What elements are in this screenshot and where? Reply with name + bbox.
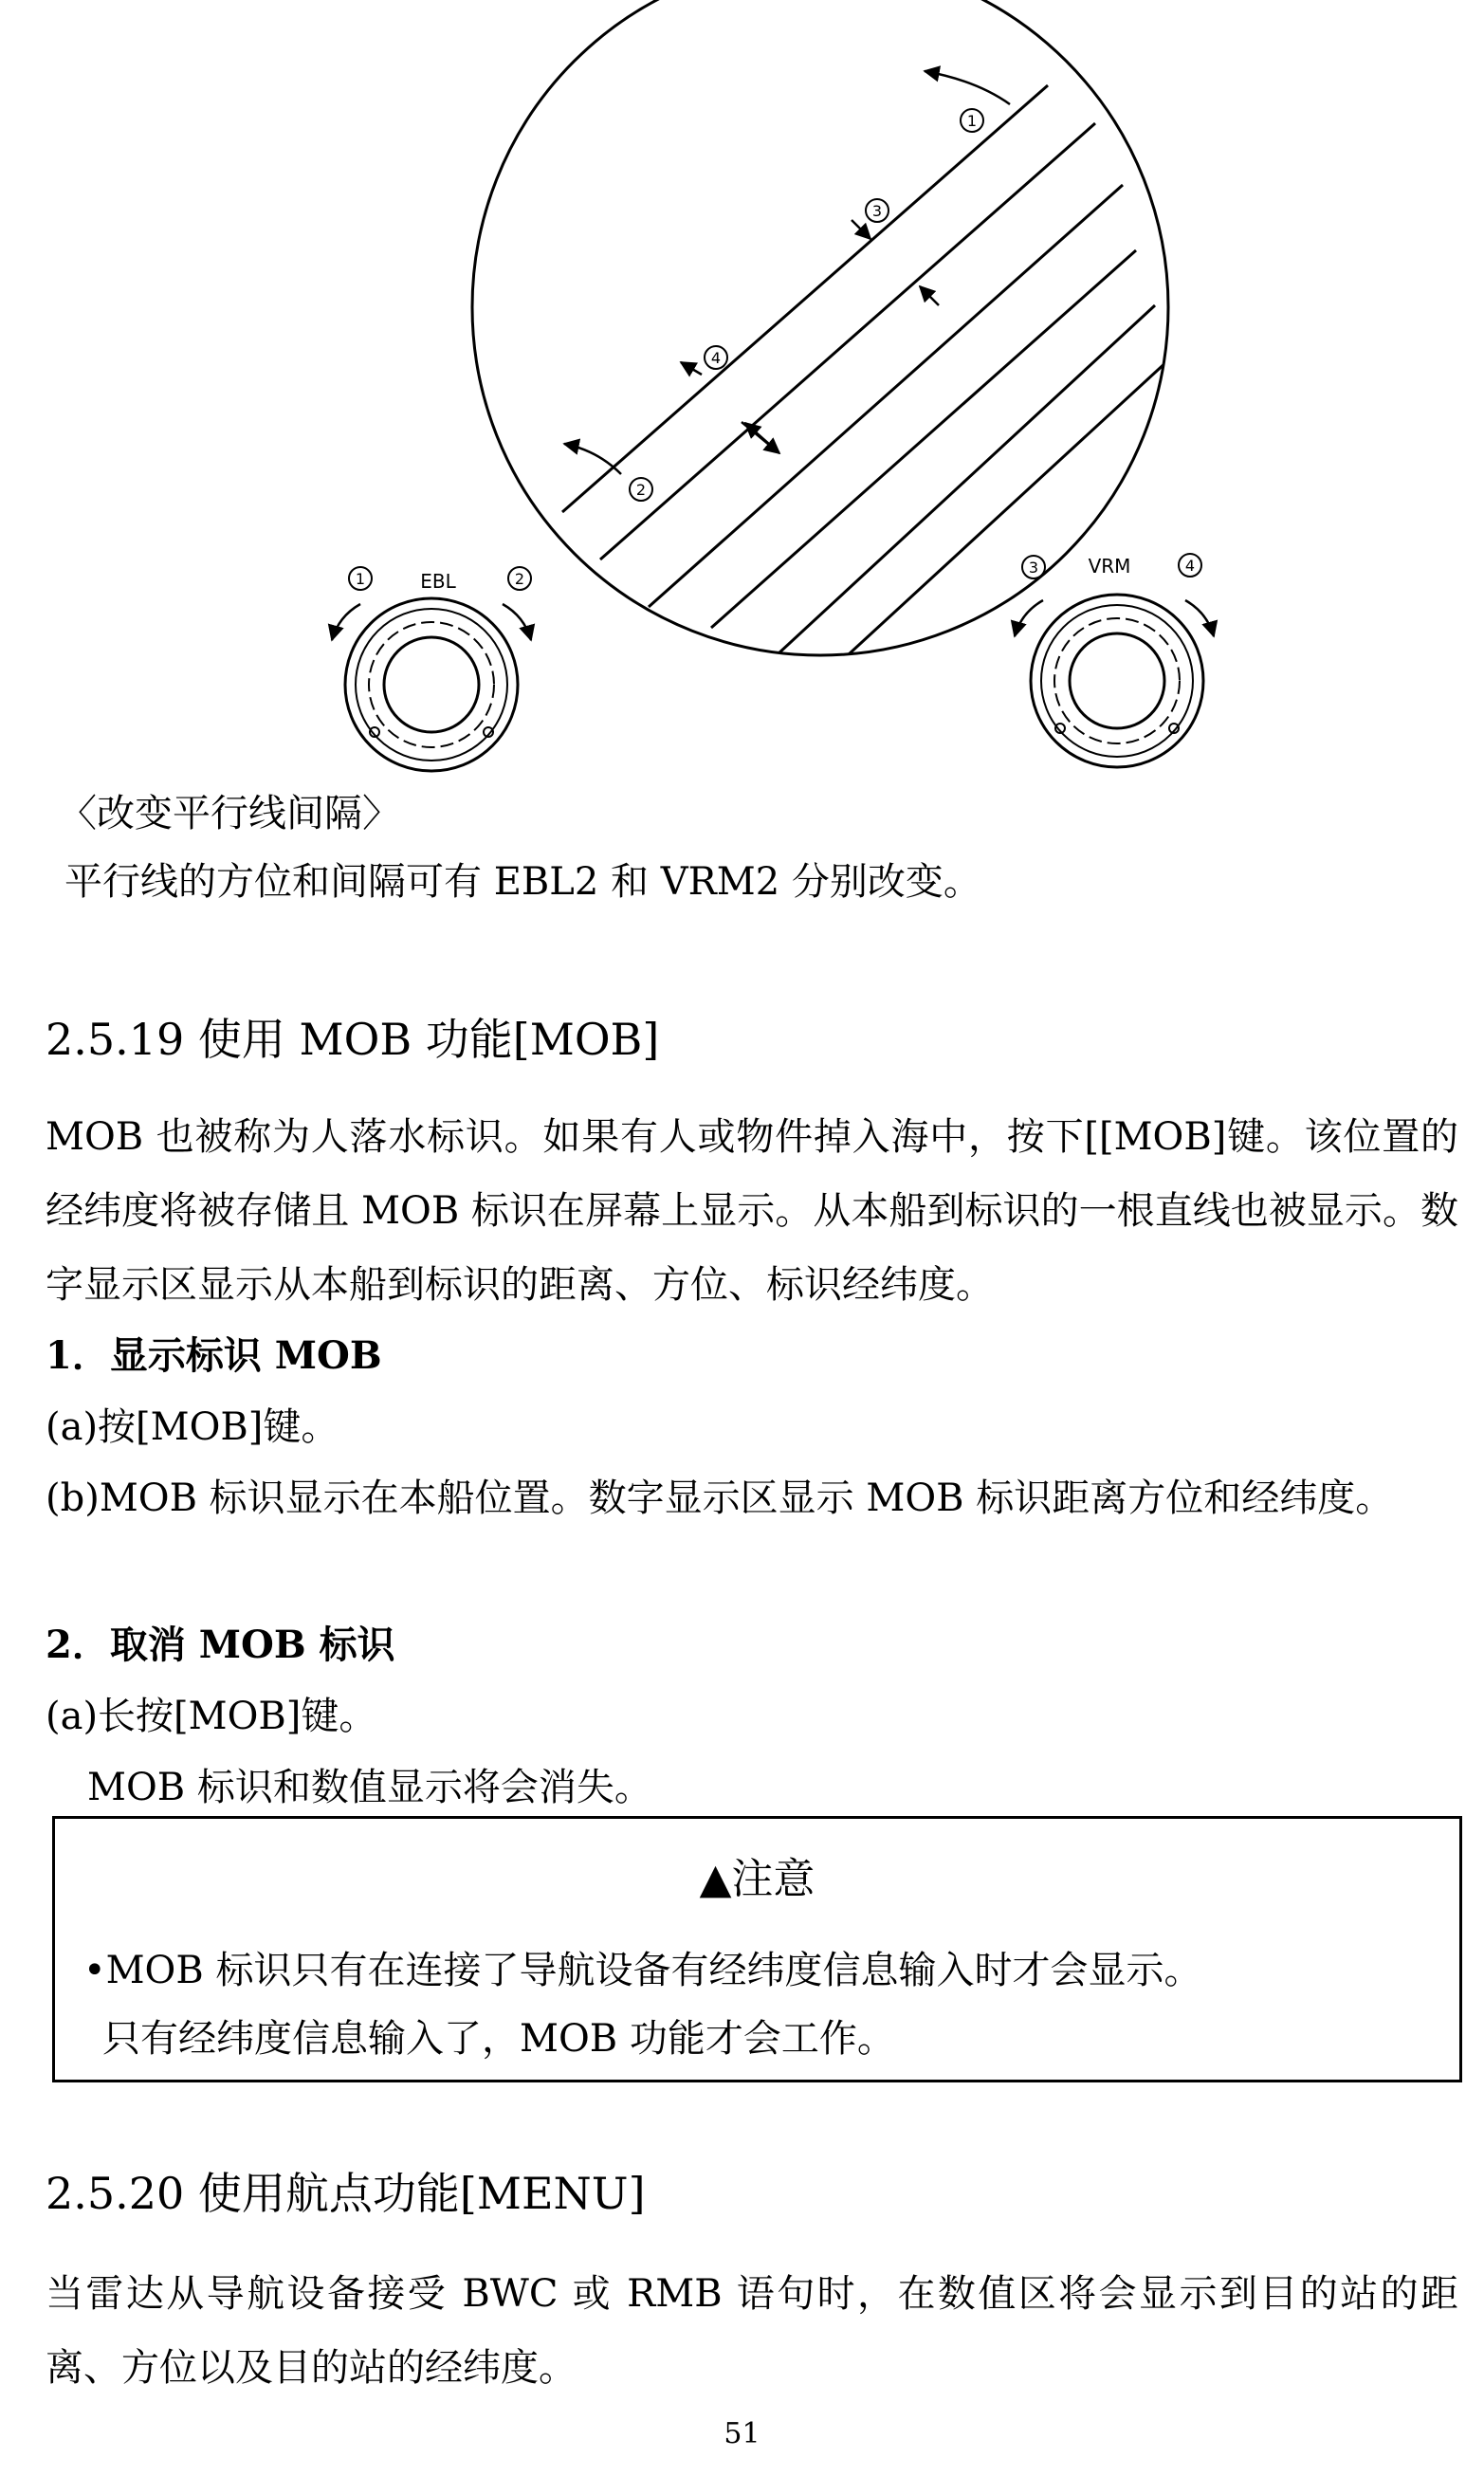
vrm-circled-number-4-label: 4 [1184, 557, 1196, 575]
step2-title: 2．取消 MOB 标识 [46, 1623, 395, 1667]
spacing-arrow-3 [852, 220, 870, 239]
vrm-arrow-cw [1185, 600, 1214, 636]
section-waypoint-heading: 2.5.20 使用航点功能[MENU] [46, 2168, 646, 2219]
step1-title: 1．显示标识 MOB [46, 1333, 382, 1378]
ebl-arrow-cw [503, 604, 531, 640]
rotate-arrow-1 [925, 71, 1010, 104]
parallel-index-lines [562, 85, 1168, 654]
section-mob-intro: MOB 也被称为人落水标识。如果有人或物件掉入海中，按下[[MOB]键。该位置的经纬度将被存储且 MOB 标识在屏幕上显示。从本船到标识的一根直线也被显示。数字显示区显示从本船到标识的距离、方位、标识经纬度。 [46, 1115, 1458, 1307]
ebl-arrow-ccw [332, 604, 360, 640]
caution-title: ▲注意 [699, 1855, 815, 1903]
step1-b: (b)MOB 标识显示在本船位置。数字显示区显示 MOB 标识距离方位和经纬度。 [46, 1476, 1394, 1520]
caution-box [52, 1816, 1462, 2082]
circled-number-2-top-label: 2 [635, 481, 647, 499]
parallel-line [649, 185, 1123, 607]
spacing-arrow-4c [745, 423, 778, 451]
ebl-circled-number-1-label: 1 [355, 570, 366, 588]
step2-note: MOB 标识和数值显示将会消失。 [87, 1766, 652, 1809]
section-mob-heading: 2.5.19 使用 MOB 功能[MOB] [46, 1014, 660, 1065]
spacing-arrow-4 [681, 362, 702, 375]
step2-a: (a)长按[MOB]键。 [46, 1695, 377, 1738]
spacing-arrow-3b [920, 286, 939, 305]
ebl-knob [332, 567, 531, 771]
caption-title: 〈改变平行线间隔〉 [59, 792, 400, 835]
ebl-label: EBL [420, 570, 456, 593]
circled-number-1-top-label: 1 [966, 112, 978, 130]
ebl-circled-number-2-label: 2 [514, 570, 525, 588]
parallel-line [711, 250, 1136, 628]
vrm-circled-number-3-label: 3 [1028, 559, 1039, 577]
page-number: 51 [724, 2417, 760, 2450]
parallel-lines-diagram [0, 0, 1484, 778]
circled-number-3-top-label: 3 [871, 202, 883, 220]
parallel-line [849, 360, 1168, 654]
section-waypoint-body: 当雷达从导航设备接受 BWC 或 RMB 语句时，在数值区将会显示到目的站的距离、方位以及目的站的经纬度。 [46, 2272, 1458, 2390]
parallel-line [562, 85, 1048, 512]
step1-a: (a)按[MOB]键。 [46, 1405, 339, 1449]
vrm-arrow-ccw [1015, 600, 1043, 636]
parallel-line [778, 305, 1155, 654]
radar-screen-circle [472, 0, 1168, 655]
caution-line-1: •MOB 标识只有在连接了导航设备有经纬度信息输入时才会显示。 [83, 1949, 1202, 1992]
circled-number-4-top-label: 4 [710, 349, 722, 367]
vrm-label: VRM [1088, 555, 1131, 578]
vrm-knob [1015, 554, 1214, 767]
caution-line-2: 只有经纬度信息输入了，MOB 功能才会工作。 [102, 2017, 895, 2061]
caption-line: 平行线的方位和间隔可有 EBL2 和 VRM2 分别改变。 [64, 860, 981, 904]
